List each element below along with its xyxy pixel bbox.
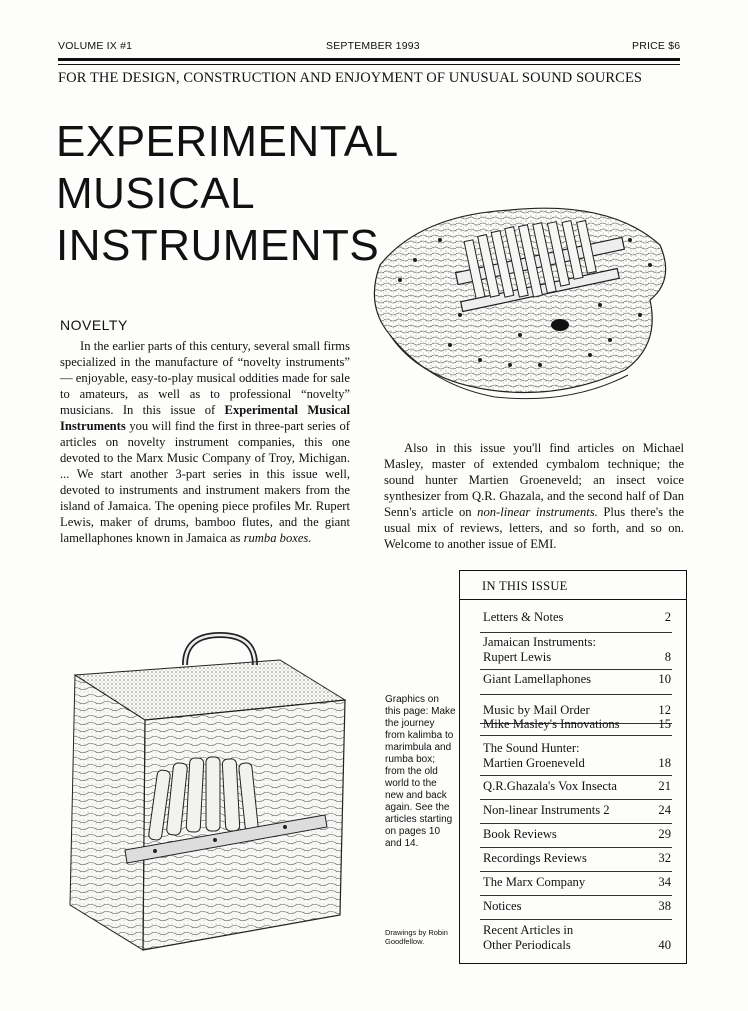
toc-divider [480, 632, 672, 633]
toc-rule [460, 599, 686, 600]
toc-divider [480, 919, 672, 920]
graphics-caption: Graphics on this page: Make the journey from kalimba to marimbula and rumba box; from the old world to the new and back again. See the articles starting on pages 10 and 14. [385, 694, 456, 849]
toc-divider [480, 823, 672, 824]
toc-divider [480, 694, 672, 695]
nonlinear-term: non-linear instruments. [477, 505, 598, 519]
header-rule [58, 58, 680, 61]
toc-item: Non-linear Instruments 2 24 [483, 803, 671, 817]
toc-divider [480, 847, 672, 848]
volume-label: VOLUME IX #1 [58, 40, 133, 52]
section-heading: NOVELTY [60, 317, 128, 333]
article-paragraph-2: Also in this issue you'll find articles on Michael Masley, master of extended cymbalom technique; the sound hunter Martien Groeneveld; an insect voice synthesizer from Q.R. Ghazala, and the second half of Dan Senn's article on non-linear instruments. Plus there's the usual mix of reviews, letters, and so forth, and so on. Welcome to another issue of EMI. [384, 441, 684, 551]
kalimba-illustration [360, 185, 680, 415]
toc-item: Giant Lamellaphones 10 [483, 672, 671, 686]
toc-divider [480, 775, 672, 776]
toc-divider [480, 871, 672, 872]
tagline: FOR THE DESIGN, CONSTRUCTION AND ENJOYMENT OF UNUSUAL SOUND SOURCES [58, 70, 643, 86]
toc-divider [480, 799, 672, 800]
toc-divider [480, 895, 672, 896]
toc-item: Recordings Reviews 32 [483, 851, 671, 865]
toc-item: Q.R.Ghazala's Vox Insecta 21 [483, 779, 671, 793]
toc-item: The Sound Hunter: Martien Groeneveld 18 [483, 741, 671, 770]
toc-title: IN THIS ISSUE [482, 579, 568, 593]
article-paragraph-1: In the earlier parts of this century, several small firms specialized in the manufacture of “novelty instruments” — enjoyable, easy-to-play musical oddities made for sale to amateurs, as well as to professional “novelty” musicians. In this issue of Experimental Musical Instruments you will find the first in three-part series of articles on novelty instrument companies, this one devoted to the Marx Music Company of Troy, Michigan. ... We start another 3-part series in this issue well, devoted to instruments and instrument makers from the island of Jamaica. The opening piece profiles Mr. Rupert Lewis, maker of drums, bamboo flutes, and the giant lamellaphones known in Jamaica as rumba boxes. [60, 339, 351, 545]
drawings-credit: Drawings by Robin Goodfellow. [385, 928, 448, 946]
rumba-box-illustration [55, 615, 375, 950]
masthead-line-1: EXPERIMENTAL [56, 117, 399, 166]
toc-item: Jamaican Instruments: Rupert Lewis 8 [483, 635, 671, 664]
issue-date: SEPTEMBER 1993 [326, 40, 420, 52]
toc-item: Music by Mail Order 12 [483, 703, 671, 717]
rumba-boxes-term: rumba boxes. [243, 531, 312, 545]
table-of-contents [459, 570, 687, 964]
masthead-line-3: INSTRUMENTS [56, 221, 380, 270]
toc-divider [480, 735, 672, 736]
toc-item: Recent Articles in Other Periodicals 40 [483, 923, 671, 952]
toc-item: Notices 38 [483, 899, 671, 913]
magazine-name: Experimental Musical Instruments [60, 403, 351, 433]
toc-item: Mike Masley's Innovations 15 [483, 717, 671, 731]
header-rule-thin [58, 64, 680, 65]
masthead-line-2: MUSICAL [56, 169, 256, 218]
toc-item: Letters & Notes 2 [483, 610, 671, 624]
toc-item: Book Reviews 29 [483, 827, 671, 841]
toc-divider [480, 669, 672, 670]
price-label: PRICE $6 [632, 40, 681, 52]
toc-item: The Marx Company 34 [483, 875, 671, 889]
